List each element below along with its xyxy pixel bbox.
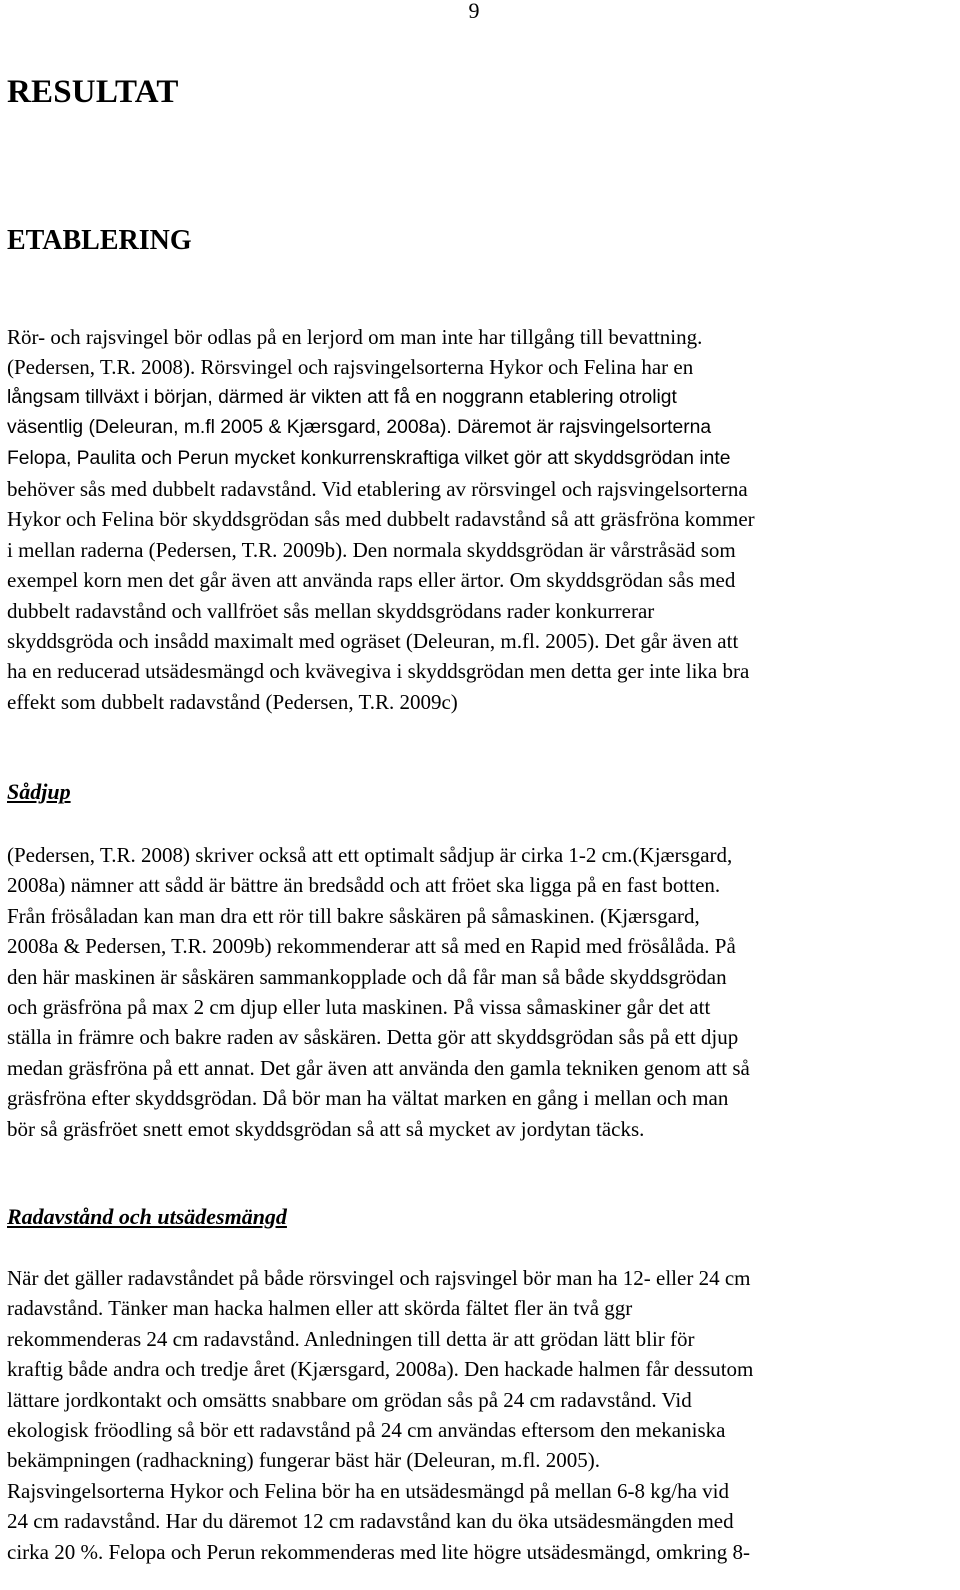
text-line: Rör- och rajsvingel bör odlas på en lerjord om man inte har tillgång till bevattning. bbox=[7, 325, 703, 349]
text-line: När det gäller radavståndet på både rörsvingel och rajsvingel bör man ha 12- eller 24 cm bbox=[7, 1266, 751, 1290]
page-number: 9 bbox=[468, 0, 480, 23]
text-line: ställa in främre och bakre raden av såskären. Detta gör att skyddsgrödan sås på ett djup bbox=[7, 1025, 739, 1050]
text-line: och gräsfröna på max 2 cm djup eller luta maskinen. På vissa såmaskiner går det att bbox=[7, 994, 711, 1019]
page-title: RESULTAT bbox=[7, 74, 179, 110]
section-heading-etablering: ETABLERING bbox=[7, 225, 192, 256]
text-line: i mellan raderna (Pedersen, T.R. 2009b). Den normala skyddsgrödan är vårstråsäd som bbox=[7, 537, 736, 562]
text-line: 24 cm radavstånd. Har du däremot 12 cm radavstånd kan du öka utsädesmängden med bbox=[7, 1509, 734, 1534]
text-line: väsentlig (Deleuran, m.fl 2005 & Kjærsgard, 2008a). Däremot är rajsvingelsorterna bbox=[7, 417, 712, 439]
text-line: medan gräsfröna på ett annat. Det går även att använda den gamla tekniken genom att så bbox=[7, 1055, 750, 1080]
subheading-sadjup: Sådjup bbox=[7, 779, 71, 804]
text-line: 2008a & Pedersen, T.R. 2009b) rekommenderar att så med en Rapid med frösålåda. På bbox=[7, 934, 736, 959]
text-line: långsam tillväxt i början, därmed är vikten att få en noggrann etablering otroligt bbox=[7, 386, 677, 408]
text-line: cirka 20 %. Felopa och Perun rekommenderas med lite högre utsädesmängd, omkring 8- bbox=[7, 1539, 750, 1564]
text-line: (Pedersen, T.R. 2008) skriver också att ett optimalt sådjup är cirka 1-2 cm.(Kjærsgard, bbox=[7, 843, 733, 867]
text-line: radavstånd. Tänker man hacka halmen eller att skörda fältet fler än två ggr bbox=[7, 1296, 633, 1321]
subheading-radavstand: Radavstånd och utsädesmängd bbox=[7, 1204, 287, 1229]
text-line: lättare jordkontakt och omsätts snabbare om grödan sås på 24 cm radavstånd. Vid bbox=[7, 1387, 692, 1412]
sadjup-paragraph bbox=[7, 840, 952, 1144]
text-line: ha en reducerad utsädesmängd och kvävegiva i skyddsgrödan men detta ger inte lika bra bbox=[7, 659, 750, 684]
radavstand-paragraph bbox=[7, 1263, 952, 1567]
text-line: behöver sås med dubbelt radavstånd. Vid etablering av rörsvingel och rajsvingelsorterna bbox=[7, 476, 748, 501]
text-line: kraftig både andra och tredje året (Kjærsgard, 2008a). Den hackade halmen får dessutom bbox=[7, 1357, 754, 1382]
text-line: bekämpningen (radhackning) fungerar bäst här (Deleuran, m.fl. 2005). bbox=[7, 1448, 601, 1473]
text-line: bör så gräsfröet snett emot skyddsgrödan så att så mycket av jordytan täcks. bbox=[7, 1116, 645, 1141]
text-line: skyddsgröda och insådd maximalt med ogräset (Deleuran, m.fl. 2005). Det går även att bbox=[7, 628, 739, 653]
text-line: (Pedersen, T.R. 2008). Rörsvingel och rajsvingelsorterna Hykor och Felina har en bbox=[7, 355, 694, 380]
text-line: gräsfröna efter skyddsgrödan. Då bör man ha vältat marken en gång i mellan och man bbox=[7, 1086, 729, 1111]
text-line: ekologisk fröodling så bör ett radavstånd på 24 cm användas eftersom den mekaniska bbox=[7, 1417, 726, 1442]
text-line: Från frösåladan kan man dra ett rör till bakre såskären på såmaskinen. (Kjærsgard, bbox=[7, 903, 700, 928]
etablering-paragraph bbox=[7, 322, 952, 717]
text-line: Hykor och Felina bör skyddsgrödan sås med dubbelt radavstånd så att gräsfröna kommer bbox=[7, 507, 755, 532]
text-line: 2008a) nämner att sådd är bättre än bredsådd och att fröet ska ligga på en fast botten. bbox=[7, 873, 721, 898]
text-line: den här maskinen är såskären sammankopplade och då får man så både skyddsgrödan bbox=[7, 964, 727, 989]
text-line: effekt som dubbelt radavstånd (Pedersen, T.R. 2009c) bbox=[7, 689, 458, 714]
text-line: Rajsvingelsorterna Hykor och Felina bör ha en utsädesmängd på mellan 6-8 kg/ha vid bbox=[7, 1478, 729, 1503]
text-line: exempel korn men det går även att använda raps eller ärtor. Om skyddsgrödan sås med bbox=[7, 568, 736, 593]
text-line: rekommenderas 24 cm radavstånd. Anledningen till detta är att grödan lätt blir för bbox=[7, 1326, 695, 1351]
text-line: Felopa, Paulita och Perun mycket konkurrenskraftiga vilket gör att skyddsgrödan inte bbox=[7, 447, 731, 469]
text-line: dubbelt radavstånd och vallfröet sås mellan skyddsgrödans rader konkurrerar bbox=[7, 598, 655, 623]
